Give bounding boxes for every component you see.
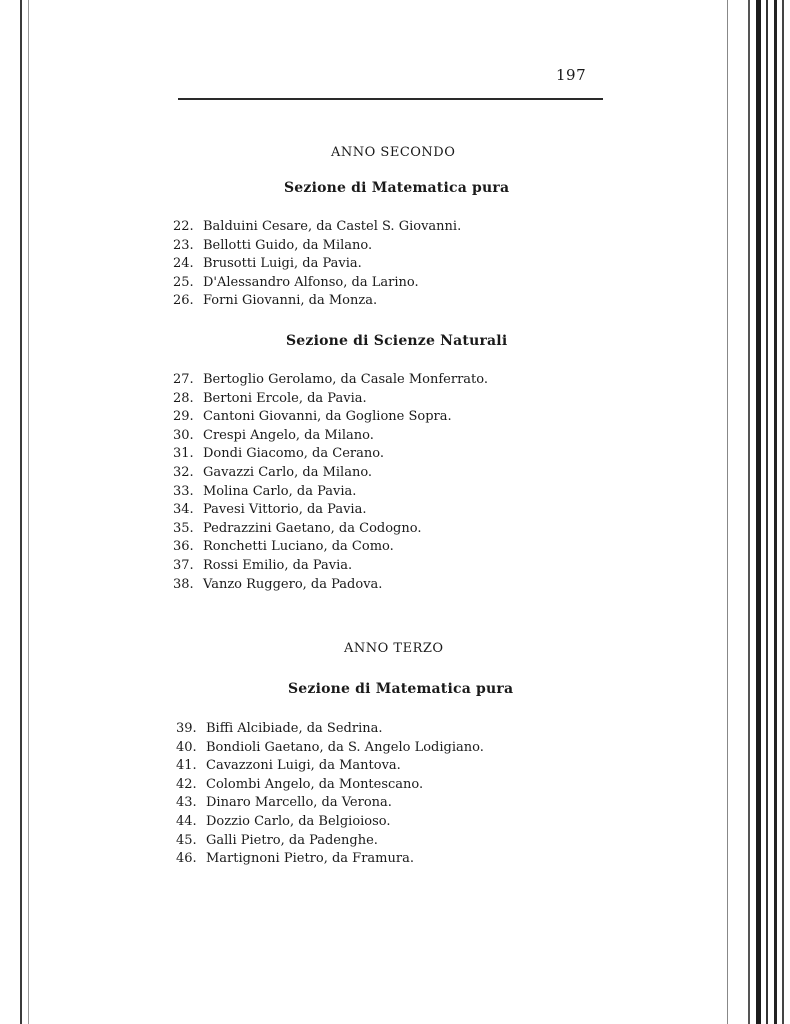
entry-number: 23. (173, 237, 194, 253)
list-item (173, 408, 488, 427)
list-item (176, 832, 484, 851)
entry-text: Brusotti Luigi, da Pavia. (203, 256, 362, 272)
list-item (173, 274, 461, 293)
list-item (173, 427, 488, 446)
student-list-matematica-terzo (176, 720, 484, 869)
entry-number: 29. (173, 409, 194, 425)
list-item (173, 292, 461, 311)
entry-number: 32. (173, 464, 194, 480)
list-item (173, 576, 488, 595)
entry-number: 44. (176, 813, 197, 829)
entry-text: Dondi Giacomo, da Cerano. (203, 446, 384, 462)
entry-text: Pedrazzini Gaetano, da Codogno. (203, 520, 422, 536)
entry-text: Biffi Alcibiade, da Sedrina. (206, 721, 383, 736)
entry-number: 28. (173, 390, 194, 406)
entry-number: 30. (173, 427, 194, 443)
list-item (173, 557, 488, 576)
entry-number: 33. (173, 483, 194, 499)
list-item (173, 255, 461, 274)
section-heading-matematica-terzo: Sezione di Matematica pura (288, 681, 514, 697)
entry-number: 43. (176, 795, 197, 811)
list-item (173, 218, 461, 237)
list-item (176, 794, 484, 813)
entry-number: 40. (176, 739, 197, 755)
entry-text: Colombi Angelo, da Montescano. (206, 776, 424, 792)
entry-text: Martignoni Pietro, da Framura. (206, 851, 414, 867)
entry-text: D'Alessandro Alfonso, da Larino. (203, 274, 419, 290)
entry-text: Dozzio Carlo, da Belgioioso. (206, 813, 391, 829)
entry-text: Balduini Cesare, da Castel S. Giovanni. (203, 219, 462, 234)
entry-number: 42. (176, 776, 197, 792)
entry-text: Bertoglio Gerolamo, da Casale Monferrato. (203, 372, 489, 387)
list-item (173, 538, 488, 557)
list-item (176, 776, 484, 795)
entry-text: Gavazzi Carlo, da Milano. (203, 464, 373, 480)
entry-text: Rossi Emilio, da Pavia. (203, 557, 353, 573)
entry-number: 34. (173, 502, 194, 518)
entry-number: 25. (173, 274, 194, 290)
page-number: 197 (556, 66, 587, 84)
header-rule (178, 98, 603, 100)
entry-number: 38. (173, 576, 194, 592)
page-stack-edge (782, 0, 784, 1024)
list-item (176, 813, 484, 832)
list-item (176, 720, 484, 739)
list-item (173, 371, 488, 390)
list-item (173, 501, 488, 520)
entry-number: 37. (173, 557, 194, 573)
entry-number: 45. (176, 832, 197, 848)
entry-number: 36. (173, 539, 194, 555)
list-item (176, 850, 484, 869)
page-stack-edge (766, 0, 768, 1024)
entry-text: Forni Giovanni, da Monza. (203, 293, 378, 309)
list-item (173, 483, 488, 502)
entry-number: 39. (176, 721, 197, 736)
page-edge-left (20, 0, 22, 1024)
list-item (173, 390, 488, 409)
entry-text: Cavazzoni Luigi, da Mantova. (206, 758, 401, 774)
entry-number: 22. (173, 219, 194, 234)
section-heading-matematica: Sezione di Matematica pura (284, 180, 510, 196)
list-item (173, 237, 461, 256)
entry-number: 35. (173, 520, 194, 536)
entry-text: Bondioli Gaetano, da S. Angelo Lodigiano. (206, 739, 484, 755)
list-item (176, 739, 484, 758)
entry-text: Dinaro Marcello, da Verona. (206, 795, 392, 811)
entry-text: Vanzo Ruggero, da Padova. (203, 576, 383, 592)
list-item (176, 757, 484, 776)
entry-text: Bertoni Ercole, da Pavia. (203, 390, 367, 406)
entry-text: Cantoni Giovanni, da Goglione Sopra. (203, 409, 452, 425)
entry-text: Pavesi Vittorio, da Pavia. (203, 502, 367, 518)
list-item (173, 520, 488, 539)
entry-text: Ronchetti Luciano, da Como. (203, 539, 394, 555)
page-stack-edge (756, 0, 761, 1024)
page-stack-edge (748, 0, 750, 1024)
entry-number: 24. (173, 256, 194, 272)
page-stack-edge (774, 0, 777, 1024)
page-edge-left-inner (28, 0, 29, 1024)
entry-text: Crespi Angelo, da Milano. (203, 427, 374, 443)
entry-number: 26. (173, 293, 194, 309)
student-list-matematica-secondo (173, 218, 461, 311)
entry-number: 27. (173, 372, 194, 387)
page-edge-right (727, 0, 728, 1024)
entry-number: 41. (176, 758, 197, 774)
section-heading-scienze-naturali: Sezione di Scienze Naturali (286, 333, 508, 349)
entry-number: 46. (176, 851, 197, 867)
list-item (173, 464, 488, 483)
year-heading-terzo: ANNO TERZO (344, 641, 444, 656)
year-heading-secondo: ANNO SECONDO (331, 145, 456, 160)
student-list-scienze-naturali (173, 371, 488, 594)
list-item (173, 445, 488, 464)
entry-text: Galli Pietro, da Padenghe. (206, 832, 378, 848)
entry-text: Molina Carlo, da Pavia. (203, 483, 357, 499)
entry-text: Bellotti Guido, da Milano. (203, 237, 373, 253)
entry-number: 31. (173, 446, 194, 462)
